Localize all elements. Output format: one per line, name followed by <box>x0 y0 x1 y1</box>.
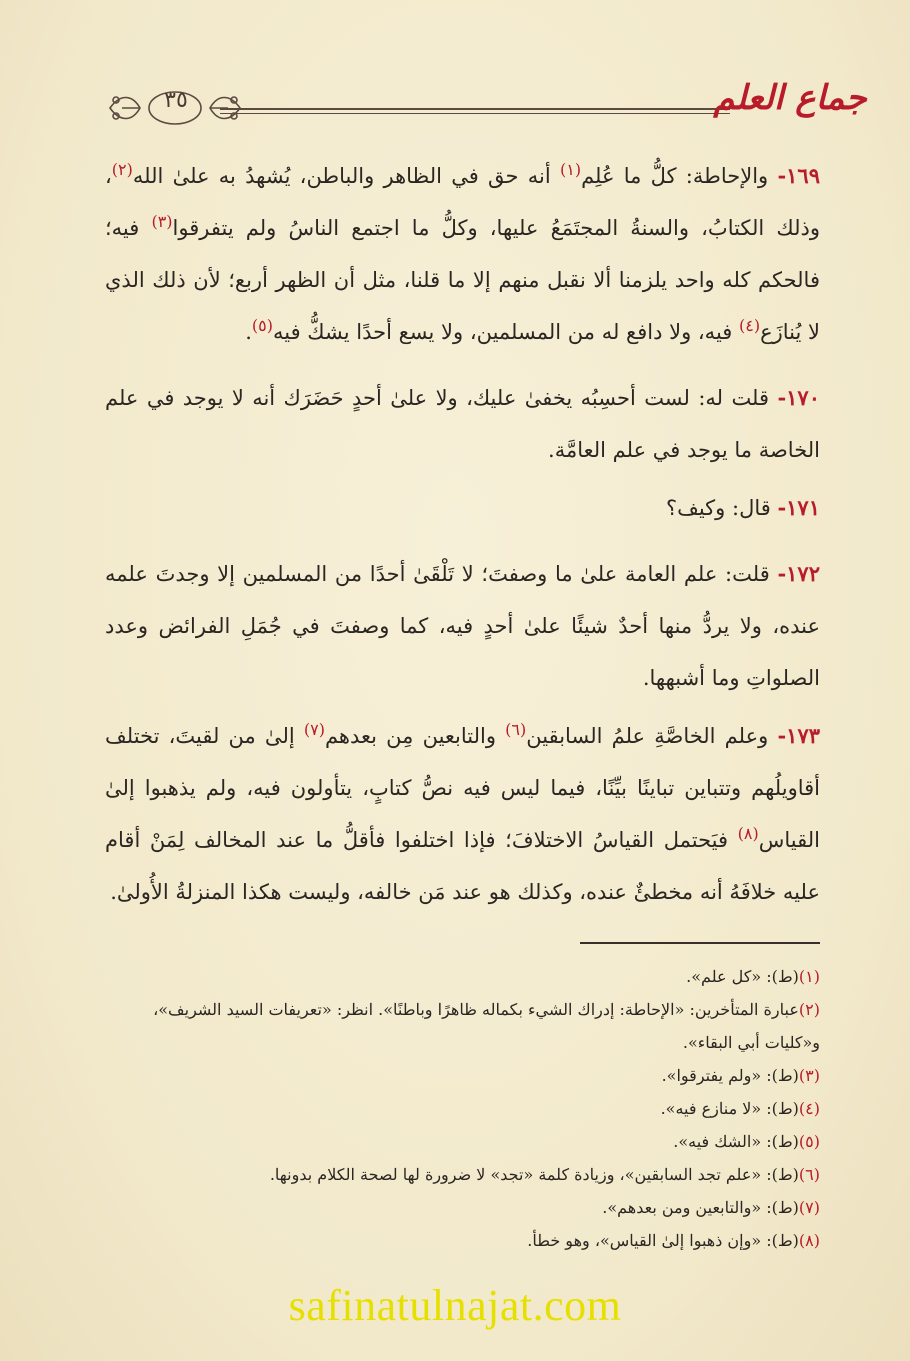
text-segment: قال: وكيف؟ <box>665 496 778 520</box>
footnote-reference: (٥) <box>251 316 273 335</box>
footnote-number: (٥) <box>798 1132 820 1151</box>
text-segment: والتابعين مِن بعدهم <box>324 724 506 748</box>
footnote-reference: (٣) <box>151 212 173 231</box>
footnote-reference: (٧) <box>303 720 325 739</box>
footnote-number: (٧) <box>798 1198 820 1217</box>
text-segment: فيَحتمل القياسُ الاختلافَ؛ فإذا اختلفوا فأقلُّ ما عند المخالف لِمَنْ أقام عليه خلافَهُ أنه مخطئٌ عنده، وكذلك هو عند مَن خالفه، وليست هكذا المنزلةُ الأُولىٰ. <box>105 828 820 904</box>
footnote-number: (٣) <box>798 1066 820 1085</box>
text-segment: ، وذلك الكتابُ، والسنةُ المجتَمَعُ عليها، وكلُّ ما اجتمع الناسُ ولم يتفرقوا <box>105 164 820 240</box>
paragraph <box>105 372 820 476</box>
footnote-item <box>105 1224 820 1257</box>
text-segment: أنه حق في الظاهر والباطن، يُشهدُ به علىٰ الله <box>132 164 560 188</box>
footnote-item <box>105 993 820 1059</box>
footnote-item <box>105 960 820 993</box>
paragraph-number: ١٧١- <box>777 495 820 520</box>
text-segment: وعلم الخاصَّةِ علمُ السابقين <box>526 724 778 748</box>
text-segment: . <box>245 320 252 344</box>
footnote-text: (ط): «الشك فيه». <box>673 1132 799 1151</box>
footnote-text: (ط): «وإن ذهبوا إلىٰ القياس»، وهو خطأ. <box>527 1231 799 1250</box>
footnote-number: (٢) <box>798 1000 820 1019</box>
footnote-reference: (٢) <box>111 160 133 179</box>
text-segment: قلت: علم العامة علىٰ ما وصفتَ؛ لا تَلْقَىٰ أحدًا من المسلمين إلا وجدتَ علمه عنده، ولا يردُّ منها أحدٌ شيئًا علىٰ أحدٍ فيه، كما وصفتَ في جُمَلِ الفرائض وعدد الصلواتِ وما أشبهها. <box>105 562 820 690</box>
header-rule-thin <box>220 113 730 114</box>
paragraph-number: ١٧٠- <box>777 385 820 410</box>
book-title: جماع العلم <box>713 78 867 118</box>
footnote-number: (٨) <box>798 1231 820 1250</box>
footnote-text: (ط): «والتابعين ومن بعدهم». <box>602 1198 799 1217</box>
paragraph-number: ١٦٩- <box>777 163 820 188</box>
page-header <box>100 78 867 134</box>
paragraph-number: ١٧٣- <box>777 723 821 748</box>
footnote-number: (١) <box>798 967 820 986</box>
watermark: safinatulnajat.com <box>288 1281 622 1330</box>
footnote-separator <box>580 942 820 944</box>
footnotes <box>105 960 820 1257</box>
paragraph <box>105 482 820 534</box>
footnote-number: (٤) <box>798 1099 820 1118</box>
footnote-item <box>105 1092 820 1125</box>
paragraph <box>105 548 820 704</box>
text-segment: إلىٰ من لقيتَ، تختلف أقاويلُهم وتتباين تباينًا بيِّنًا، فيما ليس فيه نصُّ كتابٍ، يتأولون فيه، ولم يذهبوا إلىٰ القياس <box>105 724 820 852</box>
footnote-text: (ط): «لا منازع فيه». <box>660 1099 799 1118</box>
text-segment: فيه، ولا دافع له من المسلمين، ولا يسع أحدًا يشكُّ فيه <box>272 320 739 344</box>
footnote-reference: (٦) <box>505 720 527 739</box>
footnote-item <box>105 1125 820 1158</box>
paragraph <box>105 710 820 918</box>
main-text <box>105 150 820 924</box>
footnote-item <box>105 1191 820 1224</box>
footnote-item <box>105 1158 820 1191</box>
footnote-text: عبارة المتأخرين: «الإحاطة: إدراك الشيء بكماله ظاهرًا وباطنًا». انظر: «تعريفات السيد الشريف»، و«كليات أبي البقاء». <box>153 1000 820 1052</box>
paragraph-number: ١٧٢- <box>777 561 820 586</box>
footnote-reference: (٤) <box>739 316 761 335</box>
footnote-reference: (٨) <box>737 824 759 843</box>
footnote-text: (ط): «كل علم». <box>686 967 799 986</box>
paragraph <box>105 150 820 358</box>
footnote-text: (ط): «علم تجد السابقين»، وزيادة كلمة «تجد» لا ضرورة لها لصحة الكلام بدونها. <box>269 1165 799 1184</box>
header-rule <box>220 108 730 110</box>
footnote-reference: (١) <box>559 160 582 179</box>
page-number: ٣٥ <box>164 88 188 113</box>
text-segment: فيه؛ فالحكم كله واحد يلزمنا ألا نقبل منهم إلا ما قلنا، مثل أن الظهر أربع؛ لأن ذلك الذي لا يُنازَع <box>105 216 820 344</box>
footnote-item <box>105 1059 820 1092</box>
footnote-number: (٦) <box>798 1165 820 1184</box>
footnote-text: (ط): «ولم يفترقوا». <box>661 1066 799 1085</box>
text-segment: قلت له: لست أحسِبُه يخفىٰ عليك، ولا علىٰ أحدٍ حَضَرَك أنه لا يوجد في علم الخاصة ما يوجد في علم العامَّة. <box>105 386 820 462</box>
text-segment: والإحاطة: كلُّ ما عُلِم <box>581 164 778 188</box>
